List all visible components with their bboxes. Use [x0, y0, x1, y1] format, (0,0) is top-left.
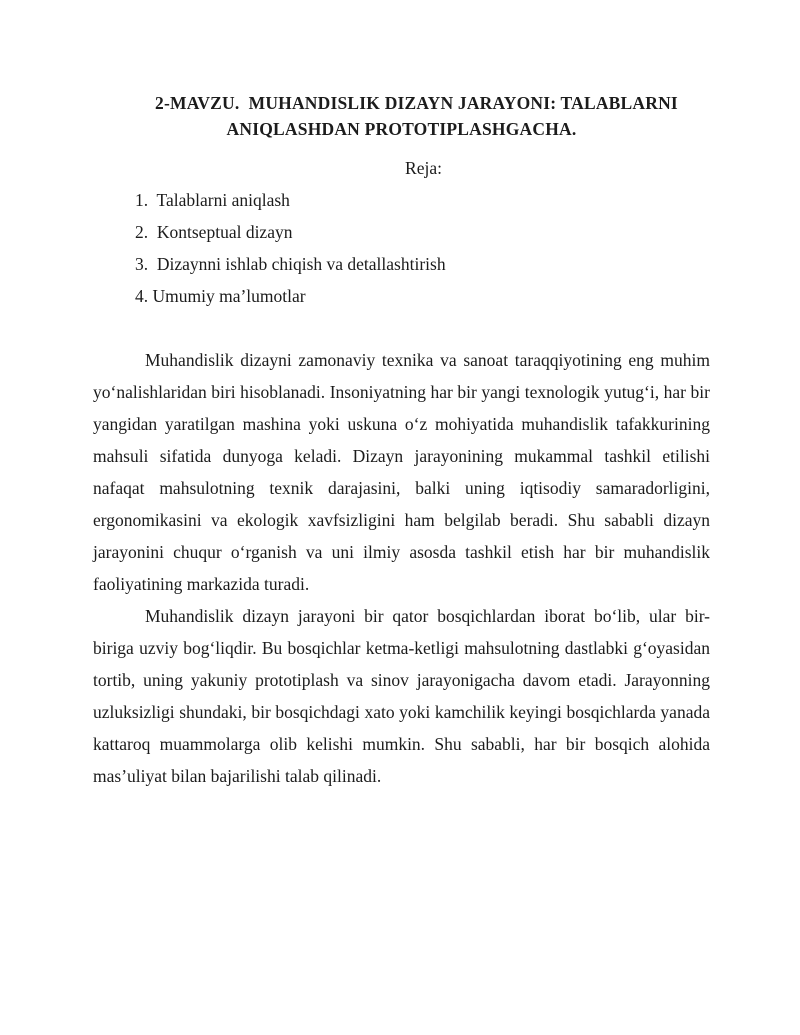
- plan-item-3: 3. Dizaynni ishlab chiqish va detallashtirish: [135, 254, 446, 274]
- body-paragraph-2: Muhandislik dizayn jarayoni bir qator bosqichlardan iborat bo‘lib, ular bir-biriga uzviy bog‘liqdir. Bu bosqichlar ketma-ketligi mahsulotning dastlabki g‘oyasidan tortib, uning yakuniy prototiplash va sinov jarayonigacha davom etadi. Jarayonning uzluksizligi shundaki, bir bosqichdagi xato yoki kamchilik keyingi bosqichlarda yanada kattaroq muammolarga olib kelishi mumkin. Shu sababli, har bir bosqich alohida mas’uliyat bilan bajarilishi talab qilinadi.: [93, 606, 710, 786]
- plan-item-1: 1. Talablarni aniqlash: [135, 190, 290, 210]
- plan-heading: Reja:: [405, 158, 442, 178]
- plan-item-2: 2. Kontseptual dizayn: [135, 222, 293, 242]
- document-title: 2-MAVZU. MUHANDISLIK DIZAYN JARAYONI: TALABLARNI ANIQLASHDAN PROTOTIPLASHGACHA.: [155, 93, 682, 139]
- plan-item-4: 4. Umumiy ma’lumotlar: [135, 286, 306, 306]
- body-paragraph-1: Muhandislik dizayni zamonaviy texnika va sanoat taraqqiyotining eng muhim yo‘nalishlaridan biri hisoblanadi. Insoniyatning har bir yangi texnologik yutug‘i, har bir yangidan yaratilgan mashina yoki uskuna o‘z mohiyatida muhandislik tafakkurining mahsuli sifatida dunyoga keladi. Dizayn jarayonining mukammal tashkil etilishi nafaqat mahsulotning texnik darajasini, balki uning iqtisodiy samaradorligini, ergonomikasini va ekologik xavfsizligini ham belgilab beradi. Shu sababli dizayn jarayonini chuqur o‘rganish va uni ilmiy asosda tashkil etish har bir muhandislik faoliyatining markazida turadi.: [93, 350, 710, 594]
- plan-list: [93, 184, 710, 312]
